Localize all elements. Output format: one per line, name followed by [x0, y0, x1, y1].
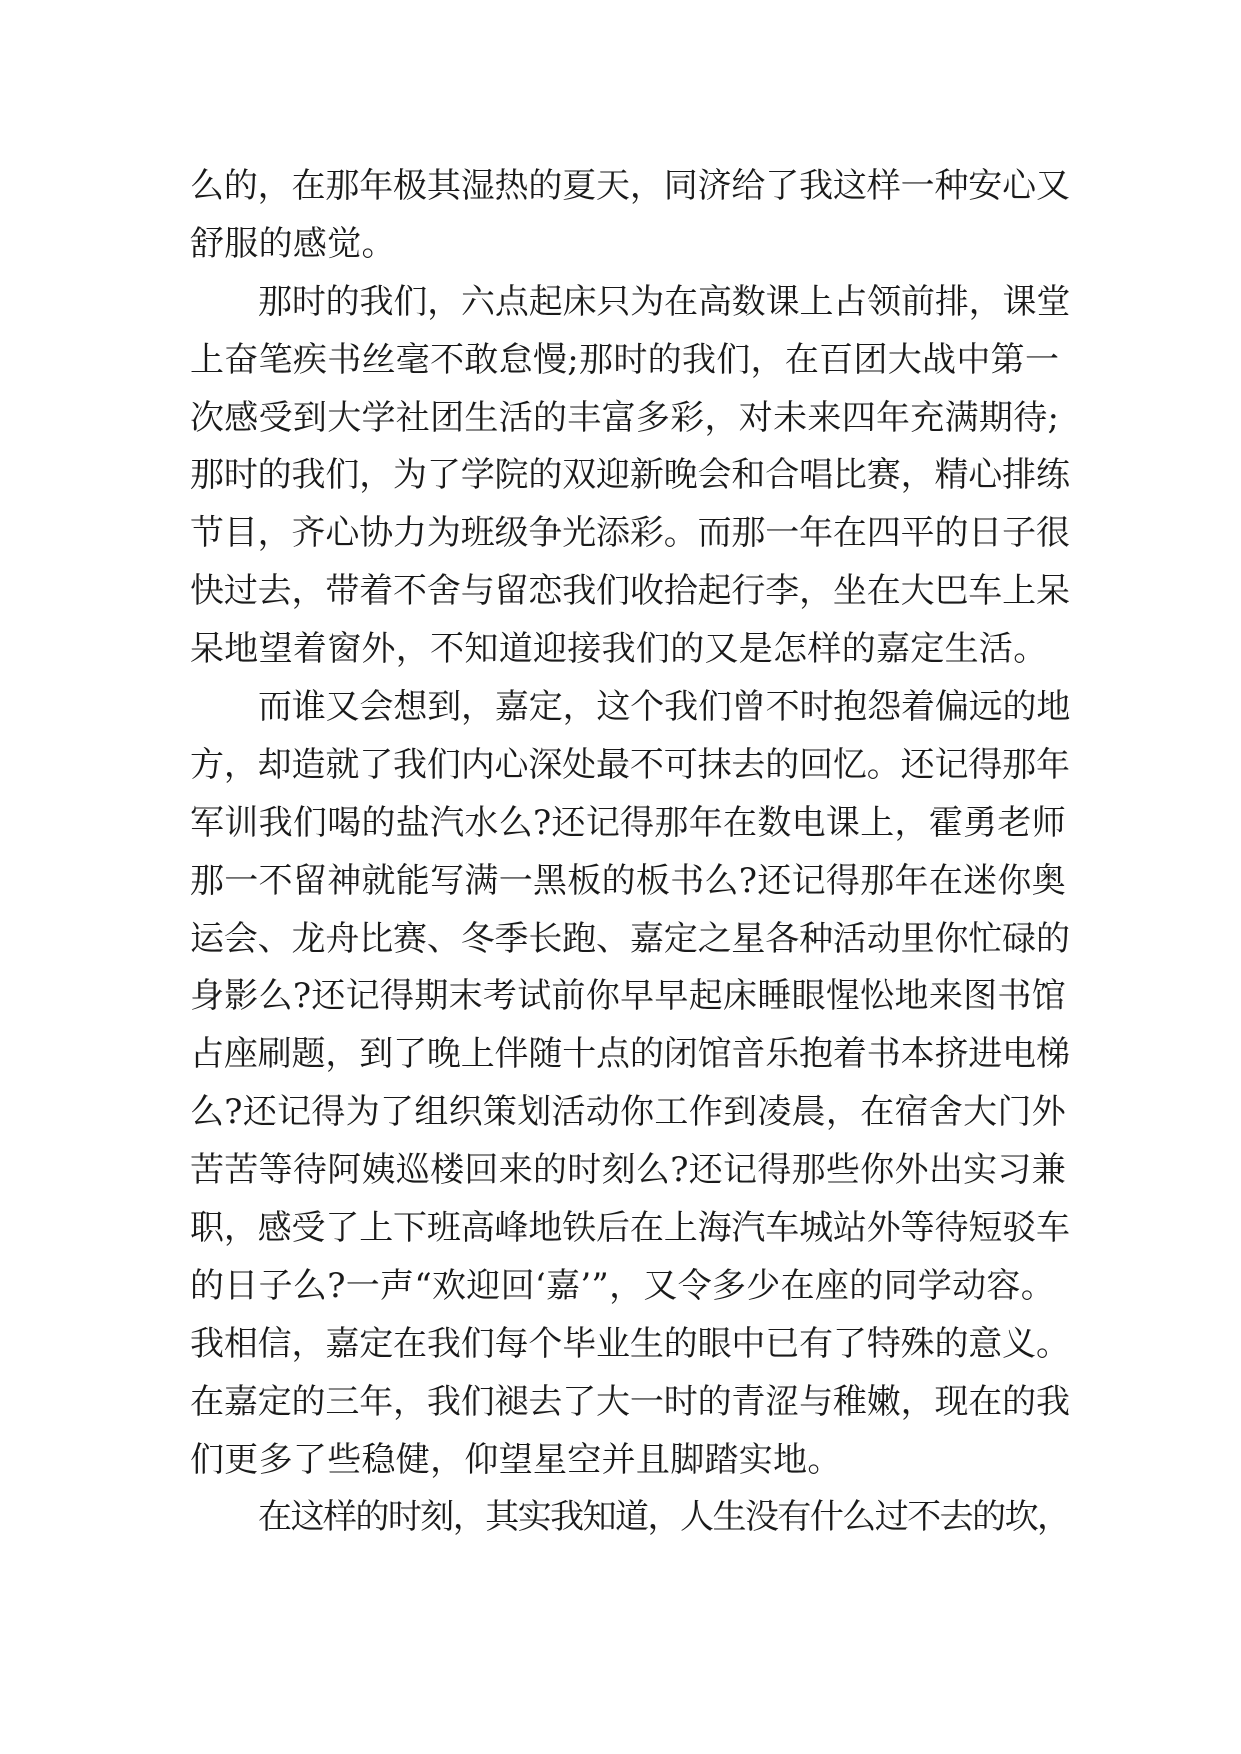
paragraph-first-line: 那时的我们，六点起床只为在高数课上占领前排，课堂 [258, 281, 1071, 322]
text-line: 那时的我们，为了学院的双迎新晚会和合唱比赛，精心排练 [190, 455, 1070, 496]
text-line: 的日子么?一声“欢迎回‘嘉’”，又令多少在座的同学动容。 [190, 1265, 1056, 1306]
text-line: 节目，齐心协力为班级争光添彩。而那一年在四平的日子很 [190, 513, 1070, 554]
text-line: 舒服的感觉。 [190, 223, 396, 264]
text-line: 占座刷题，到了晚上伴随十点的闭馆音乐抱着书本挤进电梯 [190, 1034, 1070, 1075]
text-line: 上奋笔疾书丝毫不敢怠慢;那时的我们，在百团大战中第一 [190, 339, 1060, 380]
text-line: 们更多了些稳健，仰望星空并且脚踏实地。 [190, 1439, 842, 1480]
text-line: 职，感受了上下班高峰地铁后在上海汽车城站外等待短驳车 [190, 1208, 1070, 1249]
text-line: 快过去，带着不舍与留恋我们收拾起行李，坐在大巴车上呆 [190, 571, 1070, 612]
paragraph-first-line: 在这样的时刻，其实我知道，人生没有什么过不去的坎， [258, 1497, 1070, 1538]
text-line: 苦苦等待阿姨巡楼回来的时刻么?还记得那些你外出实习兼 [190, 1150, 1067, 1191]
text-line: 方，却造就了我们内心深处最不可抹去的回忆。还记得那年 [190, 744, 1070, 785]
text-line: 运会、龙舟比赛、冬季长跑、嘉定之星各种活动里你忙碌的 [190, 918, 1070, 959]
text-line: 在嘉定的三年，我们褪去了大一时的青涩与稚嫩，现在的我 [190, 1381, 1070, 1422]
text-line: 次感受到大学社团生活的丰富多彩，对未来四年充满期待; [190, 397, 1060, 438]
paragraph-first-line: 而谁又会想到，嘉定，这个我们曾不时抱怨着偏远的地 [258, 687, 1071, 728]
text-line: 那一不留神就能写满一黑板的板书么?还记得那年在迷你奥 [190, 860, 1067, 901]
text-line: 呆地望着窗外，不知道迎接我们的又是怎样的嘉定生活。 [190, 629, 1048, 670]
text-line: 么的，在那年极其湿热的夏天，同济给了我这样一种安心又 [190, 166, 1070, 206]
text-line: 我相信，嘉定在我们每个毕业生的眼中已有了特殊的意义。 [190, 1323, 1070, 1364]
text-line: 身影么?还记得期末考试前你早早起床睡眼惺忪地来图书馆 [190, 976, 1067, 1017]
text-line: 军训我们喝的盐汽水么?还记得那年在数电课上，霍勇老师 [190, 802, 1067, 843]
body-text [190, 158, 1070, 1547]
text-line: 么?还记得为了组织策划活动你工作到凌晨，在宿舍大门外 [190, 1092, 1067, 1133]
